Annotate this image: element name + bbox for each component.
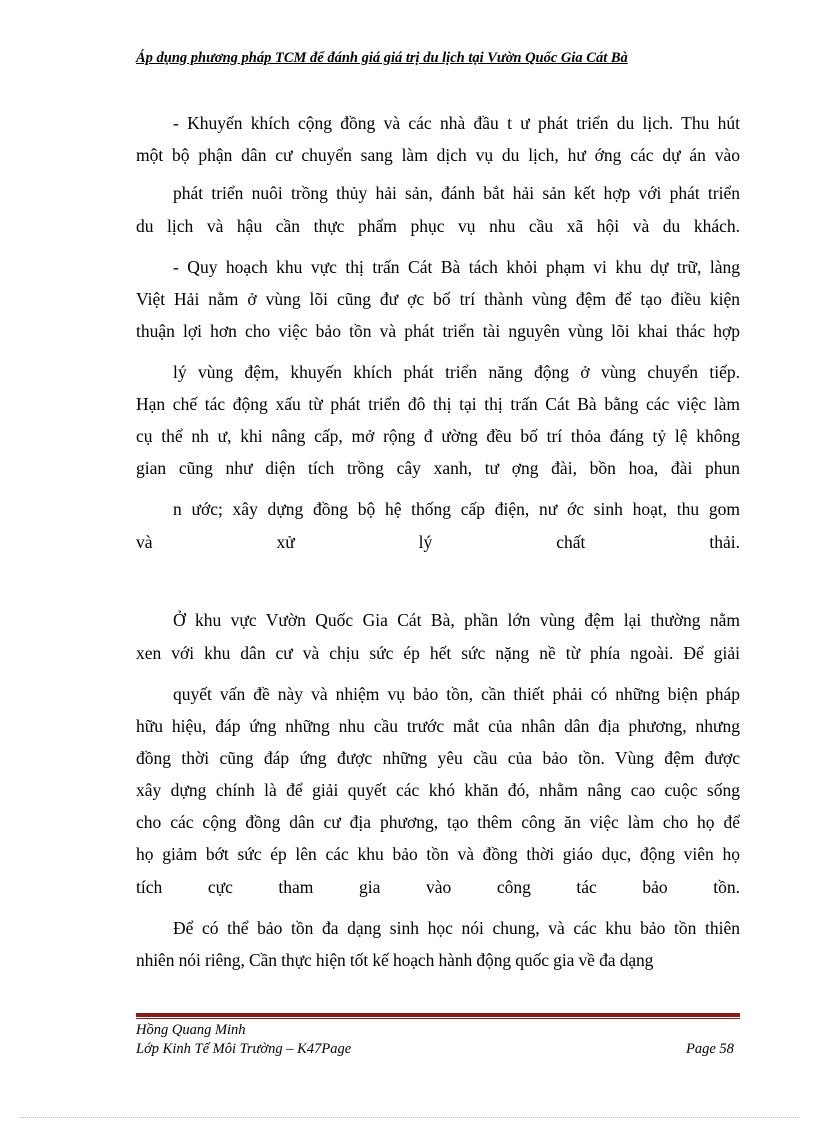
body-line: cho các cộng đồng dân cư địa phương, tạo thêm công ăn việc làm cho họ để <box>136 812 740 832</box>
body-line: và xử lý chất thải. <box>136 532 740 552</box>
body-line: họ giảm bớt sức ép lên các khu bảo tồn và đồng thời giáo dục, động viên họ <box>136 844 740 864</box>
footer-author: Hồng Quang Minh <box>136 1022 246 1038</box>
footer-divider <box>136 1013 740 1017</box>
body-line: tích cực tham gia vào công tác bảo tồn. <box>136 877 740 897</box>
body-line: - Quy hoạch khu vực thị trấn Cát Bà tách khỏi phạm vi khu dự trữ, làng <box>173 257 740 277</box>
body-line: phát triển nuôi trồng thủy hải sản, đánh bắt hải sản kết hợp với phát triển <box>173 183 740 203</box>
body-line: Hạn chế tác động xấu từ phát triển đô thị tại thị trấn Cát Bà bằng các việc làm <box>136 394 740 414</box>
body-line: nhiên nói riêng, Cần thực hiện tốt kế hoạch hành động quốc gia về đa dạng <box>136 950 654 970</box>
body-line: cụ thể nh ư, khi nâng cấp, mở rộng đ ường đều bố trí thỏa đáng tỷ lệ không <box>136 426 740 446</box>
page-number: Page 58 <box>686 1041 734 1057</box>
body-line: đồng thời cũng đáp ứng được những yêu cầu của bảo tồn. Vùng đệm được <box>136 748 740 768</box>
body-line: hữu hiệu, đáp ứng những nhu cầu trước mắt của nhân dân địa phương, nhưng <box>136 716 740 736</box>
footer-class: Lớp Kinh Tế Môi Trường – K47Page <box>136 1041 352 1057</box>
body-line: Việt Hải nằm ở vùng lõi cũng đư ợc bố trí thành vùng đệm để tạo điều kiện <box>136 289 740 309</box>
body-line: n ước; xây dựng đồng bộ hệ thống cấp điện, nư ớc sinh hoạt, thu gom <box>173 499 740 519</box>
body-line: một bộ phận dân cư chuyển sang làm dịch vụ du lịch, hư ớng các dự án vào <box>136 145 740 165</box>
body-line: Ở khu vực Vườn Quốc Gia Cát Bà, phần lớn vùng đệm lại thường nằm <box>173 610 740 630</box>
footer-divider-thin <box>136 1018 740 1019</box>
body-line: lý vùng đệm, khuyến khích phát triển năng động ở vùng chuyển tiếp. <box>173 362 740 382</box>
body-line: thuận lợi hơn cho việc bảo tồn và phát triển tài nguyên vùng lõi khai thác hợp <box>136 321 740 341</box>
body-line: du lịch và hậu cần thực phẩm phục vụ nhu cầu xã hội và du khách. <box>136 216 740 236</box>
body-line: xây dựng chính là để giải quyết các khó khăn đó, nhằm nâng cao cuộc sống <box>136 780 740 800</box>
body-line: - Khuyến khích cộng đồng và các nhà đầu t ư phát triển du lịch. Thu hút <box>173 113 740 133</box>
body-line: Để có thể bảo tồn đa dạng sinh học nói chung, và các khu bảo tồn thiên <box>173 918 740 938</box>
running-header: Áp dụng phương pháp TCM để đánh giá giá trị du lịch tại Vườn Quốc Gia Cát Bà <box>136 50 628 66</box>
body-line: xen với khu dân cư và chịu sức ép hết sức nặng nề từ phía ngoài. Để giải <box>136 643 740 663</box>
body-line: gian cũng như diện tích trồng cây xanh, tư ợng đài, bồn hoa, đài phun <box>136 458 740 478</box>
body-line: quyết vấn đề này và nhiệm vụ bảo tồn, cần thiết phải có những biện pháp <box>173 684 740 704</box>
page-bottom-edge <box>20 1117 800 1118</box>
